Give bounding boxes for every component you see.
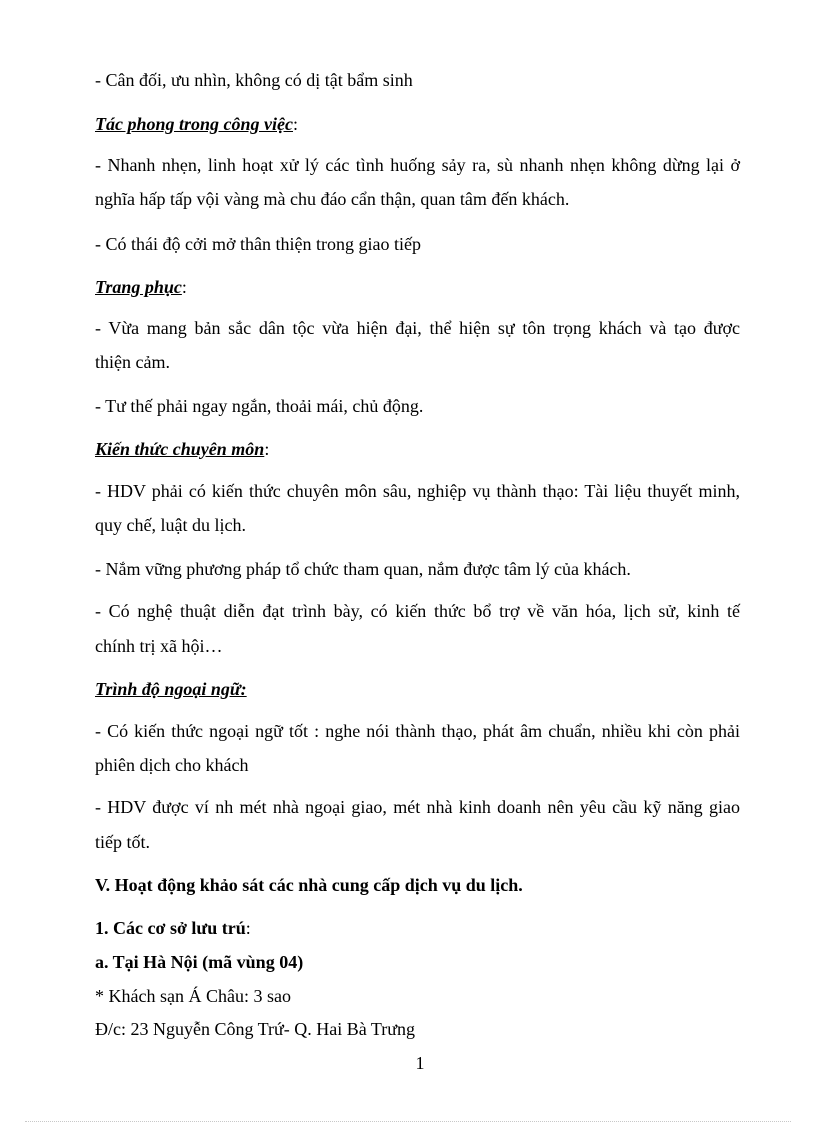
page-divider <box>25 1121 791 1122</box>
text-line: - Vừa mang bản sắc dân tộc vừa hiện đại, thể hiện sự tôn trọng khách và tạo được <box>95 318 740 338</box>
heading-text: Trang phục <box>95 277 182 297</box>
text-line: chính trị xã hội… <box>95 636 223 656</box>
text-line: thiện cảm. <box>95 352 170 372</box>
heading-text: Trình độ ngoại ngữ: <box>95 679 247 699</box>
text-line: - Tư thế phải ngay ngắn, thoải mái, chủ động. <box>95 396 424 416</box>
heading-text: Kiến thức chuyên môn <box>95 439 265 459</box>
text-line: - Cân đối, ưu nhìn, không có dị tật bẩm sinh <box>95 70 413 90</box>
text-line: tiếp tốt. <box>95 832 150 852</box>
section-title: V. Hoạt động khảo sát các nhà cung cấp dịch vụ du lịch. <box>95 875 523 895</box>
text-line: - Có thái độ cởi mở thân thiện trong giao tiếp <box>95 234 421 254</box>
text-line: - Nhanh nhẹn, linh hoạt xử lý các tình huống sảy ra, sù nhanh nhẹn không dừng lại ở <box>95 155 740 175</box>
text-line: - Có kiến thức ngoại ngữ tốt : nghe nói thành thạo, phát âm chuẩn, nhiều khi còn phải <box>95 721 740 741</box>
section-heading <box>95 678 247 700</box>
text-line: * Khách sạn Á Châu: 3 sao <box>95 986 291 1006</box>
text-line: - HDV phải có kiến thức chuyên môn sâu, nghiệp vụ thành thạo: Tài liệu thuyết minh, <box>95 481 740 501</box>
section-heading <box>95 276 187 298</box>
subsection-colon: : <box>245 918 251 938</box>
text-line: nghĩa hấp tấp vội vàng mà chu đáo cẩn thận, quan tâm đến khách. <box>95 189 570 209</box>
subsection-title: a. Tại Hà Nội (mã vùng 04) <box>95 952 304 972</box>
subsection-title <box>95 917 251 939</box>
heading-colon: : <box>293 114 299 134</box>
page-number: 1 <box>415 1053 425 1073</box>
text-line: - HDV được ví nh mét nhà ngoại giao, mét nhà kinh doanh nên yêu cầu kỹ năng giao <box>95 797 740 817</box>
text-line: - Có nghệ thuật diễn đạt trình bày, có kiến thức bổ trợ về văn hóa, lịch sử, kinh tế <box>95 601 740 621</box>
section-heading <box>95 113 298 135</box>
heading-text: Tác phong trong công việc <box>95 114 293 134</box>
section-heading <box>95 438 269 460</box>
text-line: phiên dịch cho khách <box>95 755 249 775</box>
subsection-text: 1. Các cơ sở lưu trú <box>95 918 246 938</box>
text-line: - Nắm vững phương pháp tổ chức tham quan, nắm được tâm lý của khách. <box>95 559 631 579</box>
heading-colon: : <box>181 277 187 297</box>
heading-colon: : <box>264 439 270 459</box>
text-line: Đ/c: 23 Nguyễn Công Trứ- Q. Hai Bà Trưng <box>95 1019 416 1039</box>
text-line: quy chế, luật du lịch. <box>95 515 246 535</box>
